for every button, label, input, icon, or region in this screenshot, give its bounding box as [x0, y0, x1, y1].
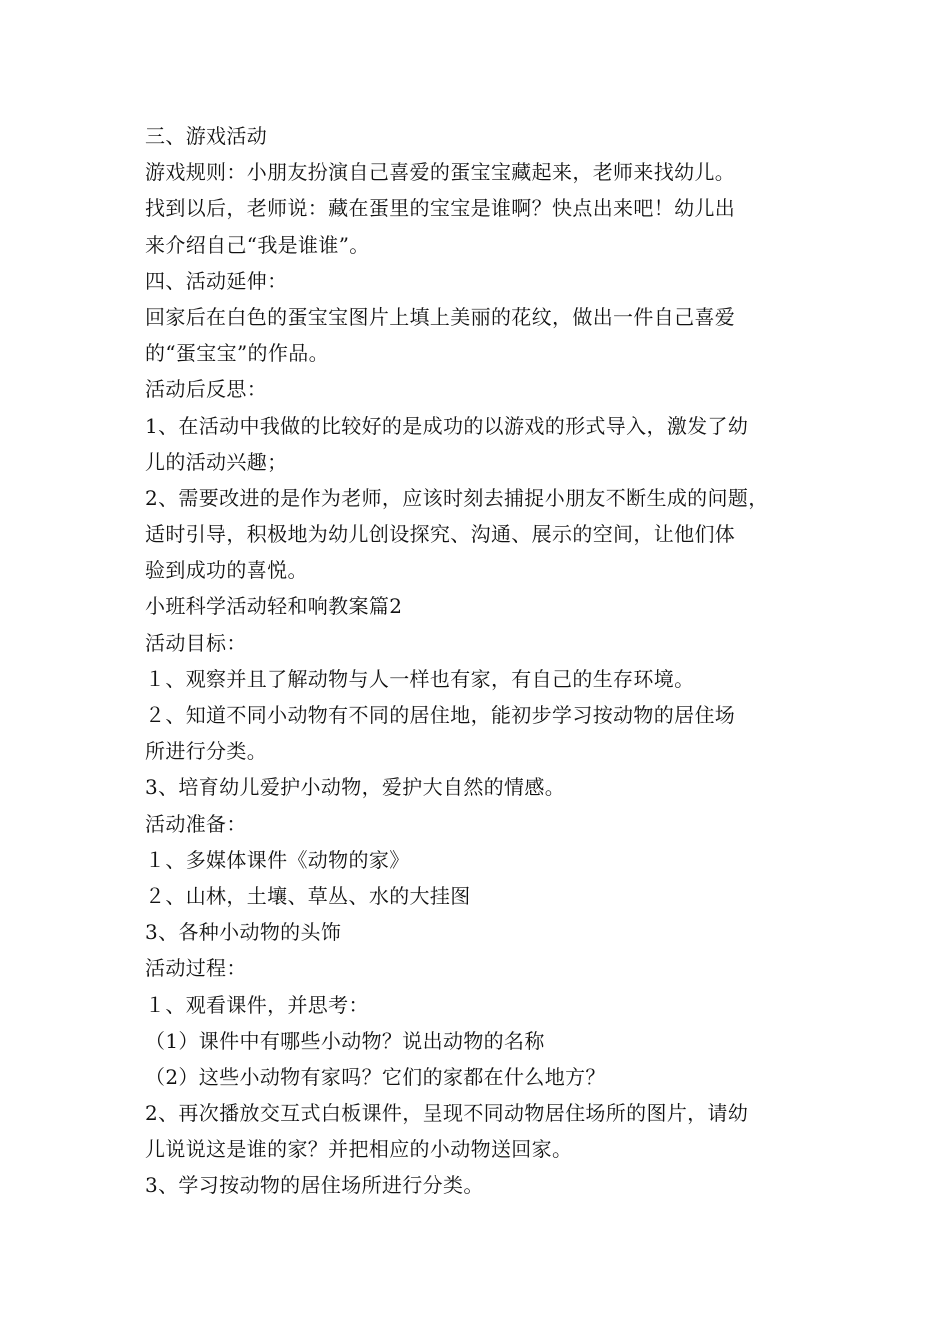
paragraph-line: 儿说说这是谁的家？并把相应的小动物送回家。 [145, 1137, 573, 1162]
section-heading: 四、活动延伸： [145, 268, 288, 293]
paragraph-line: 找到以后，老师说：藏在蛋里的宝宝是谁啊？快点出来吧！幼儿出 [145, 196, 736, 221]
section-heading: 活动过程： [145, 956, 247, 981]
article-title: 小班科学活动轻和响教案篇2 [145, 594, 403, 619]
paragraph-line: 验到成功的喜悦。 [145, 558, 308, 583]
paragraph-line: 的“蛋宝宝”的作品。 [145, 341, 329, 366]
section-heading: 活动准备： [145, 811, 247, 836]
section-heading: 三、游戏活动 [145, 124, 268, 148]
paragraph-line: １、观看课件，并思考： [145, 992, 369, 1017]
paragraph-line: 所进行分类。 [145, 739, 268, 764]
paragraph-line: 适时引导，积极地为幼儿创设探究、沟通、展示的空间，让他们体 [145, 522, 736, 547]
paragraph-line: 2、需要改进的是作为老师，应该时刻去捕捉小朋友不断生成的问题， [145, 485, 769, 510]
paragraph-line: 回家后在白色的蛋宝宝图片上填上美丽的花纹，做出一件自己喜爱 [145, 304, 736, 329]
paragraph-line: 3、各种小动物的头饰 [145, 920, 342, 945]
paragraph-line: 儿的活动兴趣； [145, 449, 288, 474]
paragraph-line: （1）课件中有哪些小动物？说出动物的名称 [145, 1028, 545, 1053]
section-heading: 活动目标： [145, 630, 247, 655]
paragraph-line: 3、学习按动物的居住场所进行分类。 [145, 1173, 484, 1198]
paragraph-line: ２、山林，土壤、草丛、水的大挂图 [145, 883, 471, 908]
paragraph-line: ２、知道不同小动物有不同的居住地，能初步学习按动物的居住场 [145, 703, 736, 727]
paragraph-line: 游戏规则：小朋友扮演自己喜爱的蛋宝宝藏起来，老师来找幼儿。 [145, 160, 736, 185]
paragraph-line: 来介绍自己“我是谁谁”。 [145, 232, 370, 257]
paragraph-line: １、观察并且了解动物与人一样也有家，有自己的生存环境。 [145, 666, 695, 691]
paragraph-line: （2）这些小动物有家吗？它们的家都在什么地方？ [145, 1064, 606, 1089]
section-heading: 活动后反思： [145, 377, 268, 402]
paragraph-line: １、多媒体课件《动物的家》 [145, 847, 410, 872]
paragraph-line: 2、再次播放交互式白板课件，呈现不同动物居住场所的图片，请幼 [145, 1101, 749, 1126]
document-body [145, 118, 845, 1204]
paragraph-line: 3、培育幼儿爱护小动物，爱护大自然的情感。 [145, 775, 566, 800]
paragraph-line: 1、在活动中我做的比较好的是成功的以游戏的形式导入，激发了幼 [145, 413, 749, 438]
